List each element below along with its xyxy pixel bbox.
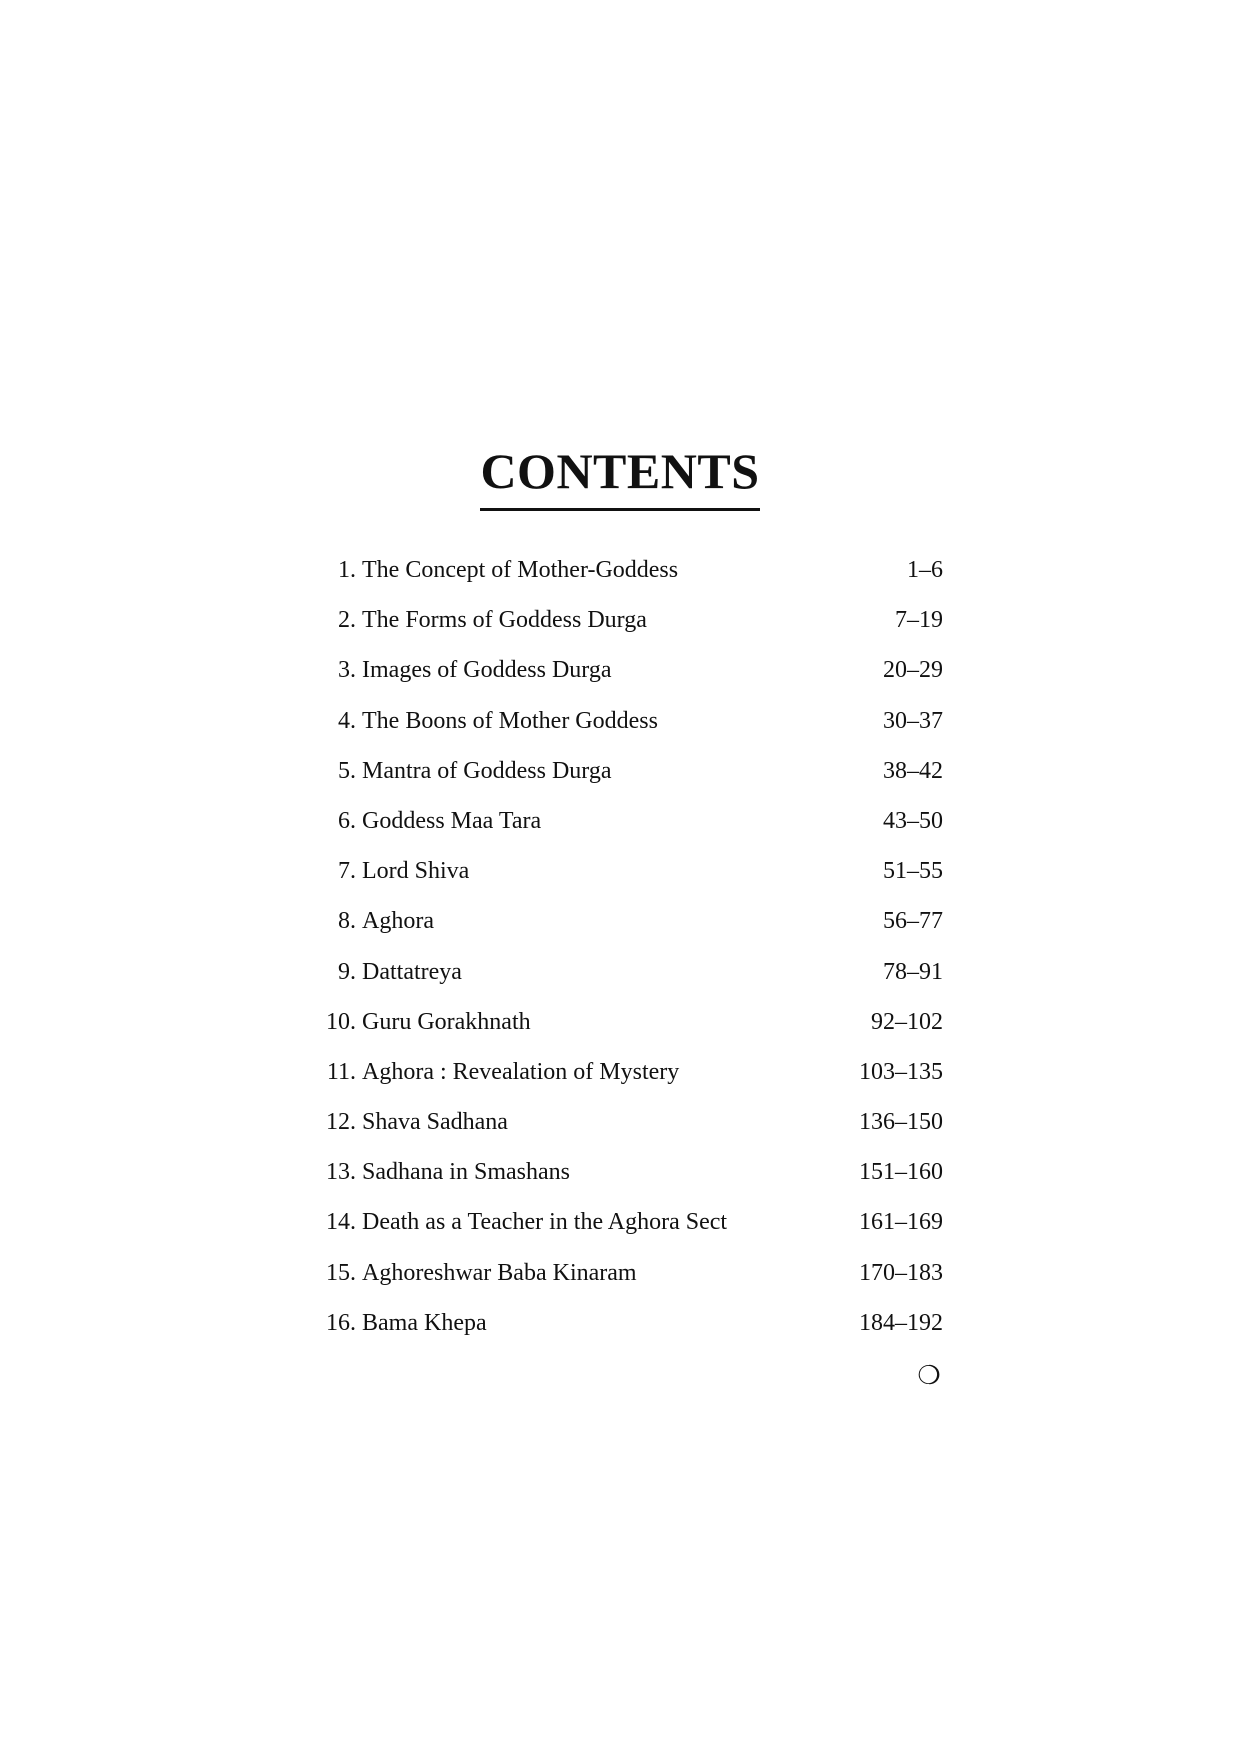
- toc-entry-title: The Boons of Mother Goddess: [362, 707, 658, 734]
- toc-entry: [313, 796, 943, 846]
- toc-entry-pages: 56–77: [883, 908, 943, 935]
- toc-entry-pages: 7–19: [895, 607, 943, 634]
- toc-entry-number: 14.: [326, 1209, 356, 1236]
- toc-entry-pages: 20–29: [883, 657, 943, 684]
- toc-entry-pages: 184–192: [859, 1309, 943, 1336]
- toc-entry-number: 10.: [326, 1008, 356, 1035]
- toc-entry: [313, 1197, 943, 1247]
- toc-entry-pages: 30–37: [883, 707, 943, 734]
- toc-entry-title: The Forms of Goddess Durga: [362, 607, 647, 634]
- toc-entry-pages: 170–183: [859, 1259, 943, 1286]
- toc-entry-number: 2.: [338, 607, 356, 634]
- toc-entry-number: 16.: [326, 1309, 356, 1336]
- toc-entry-pages: 103–135: [859, 1058, 943, 1085]
- toc-entry-number: 8.: [338, 908, 356, 935]
- toc-entry-number: 4.: [338, 707, 356, 734]
- toc-entry-title: Death as a Teacher in the Aghora Sect: [362, 1209, 728, 1236]
- toc-entry-pages: 151–160: [859, 1159, 943, 1186]
- toc-entry-number: 3.: [338, 657, 356, 684]
- toc-entry-title: Aghora: [362, 908, 434, 935]
- toc-entry-title: Images of Goddess Durga: [362, 657, 612, 684]
- toc-entry-title: Sadhana in Smashans: [362, 1159, 570, 1186]
- toc-entry-number: 11.: [326, 1058, 356, 1085]
- toc-entry-number: 7.: [338, 858, 356, 885]
- toc-entry-number: 12.: [326, 1109, 356, 1136]
- title-container: [0, 443, 1240, 511]
- toc-entry-title: Guru Gorakhnath: [362, 1008, 531, 1035]
- toc-entry-pages: 43–50: [883, 807, 943, 834]
- toc-entry: [313, 1298, 943, 1348]
- toc-entry-pages: 51–55: [883, 858, 943, 885]
- toc-entry: [313, 746, 943, 796]
- toc-entry-title: Lord Shiva: [362, 858, 470, 885]
- toc-entry-title: Mantra of Goddess Durga: [362, 757, 612, 784]
- toc-entry-title: Goddess Maa Tara: [362, 807, 542, 834]
- toc-entry-title: Dattatreya: [362, 958, 462, 985]
- toc-entry: [313, 997, 943, 1047]
- toc-entry-pages: 38–42: [883, 757, 943, 784]
- toc-entry: [313, 595, 943, 645]
- toc-entry-pages: 78–91: [883, 958, 943, 985]
- toc-entry: [313, 1047, 943, 1097]
- toc-entry-pages: 161–169: [859, 1209, 943, 1236]
- toc-entry: [313, 896, 943, 946]
- toc-entry: [313, 846, 943, 896]
- toc-entry: [313, 696, 943, 746]
- toc-entry: [313, 645, 943, 695]
- toc-entry-title: Bama Khepa: [362, 1309, 487, 1336]
- toc-entry-title: Aghoreshwar Baba Kinaram: [362, 1259, 637, 1286]
- toc-entry-title: Aghora : Revealation of Mystery: [362, 1058, 680, 1085]
- end-mark-icon: ❍: [917, 1361, 941, 1390]
- toc-entry-pages: 92–102: [871, 1008, 943, 1035]
- page-title: CONTENTS: [480, 446, 759, 511]
- toc-entry-number: 9.: [338, 958, 356, 985]
- toc-entry-title: The Concept of Mother-Goddess: [362, 557, 679, 583]
- toc-entry-pages: 136–150: [859, 1109, 943, 1136]
- toc-entry: [313, 1147, 943, 1197]
- toc-entry: [313, 545, 943, 595]
- toc-entry: [313, 1097, 943, 1147]
- toc-entry-number: 6.: [338, 807, 356, 834]
- toc-entry: [313, 1248, 943, 1298]
- toc-entry-title: Shava Sadhana: [362, 1109, 508, 1136]
- toc-entry-number: 1.: [338, 557, 356, 583]
- toc-entry-number: 13.: [326, 1159, 356, 1186]
- toc-entry-number: 15.: [326, 1259, 356, 1286]
- toc-entry: [313, 947, 943, 997]
- toc-entry-number: 5.: [338, 757, 356, 784]
- toc-entry-pages: 1–6: [907, 557, 943, 583]
- table-of-contents: [313, 545, 943, 1348]
